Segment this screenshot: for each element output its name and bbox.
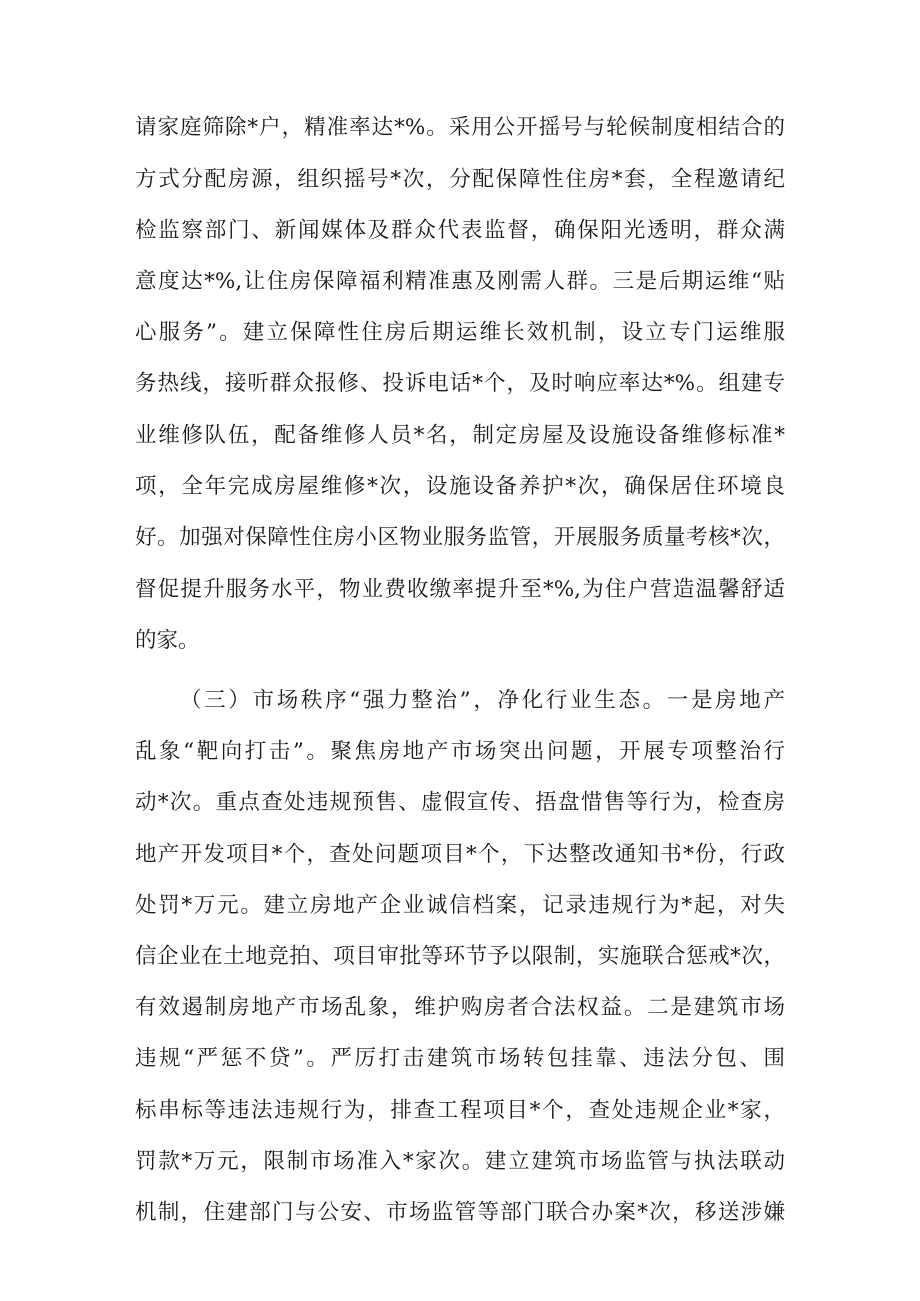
text-line: 乱象“靶向打击”。聚焦房地产市场突出问题，开展专项整治行 [135, 739, 785, 764]
text-line: 罚款*万元，限制市场准入*家次。建立建筑市场监管与执法联动 [135, 1149, 785, 1174]
text-line: 督促提升服务水平，物业费收缴率提升至*%,为住户营造温馨舒适 [135, 577, 785, 602]
text-line: 违规“严惩不贷”。严厉打击建筑市场转包挂靠、违法分包、围 [135, 1046, 785, 1071]
text-line: 地产开发项目*个，查处问题项目*个，下达整改通知书*份，行政 [135, 842, 785, 867]
text-line: 好。加强对保障性住房小区物业服务监管，开展服务质量考核*次， [135, 525, 785, 550]
text-line: 务热线，接听群众报修、投诉电话*个，及时响应率达*%。组建专 [135, 371, 785, 396]
text-line: 信企业在土地竞拍、项目审批等环节予以限制，实施联合惩戒*次， [135, 944, 785, 969]
text-line: 有效遏制房地产市场乱象，维护购房者合法权益。二是建筑市场 [135, 995, 785, 1020]
text-line: 请家庭筛除*户，精准率达*%。采用公开摇号与轮候制度相结合的 [135, 115, 785, 140]
text-line: 心服务”。建立保障性住房后期运维长效机制，设立专门运维服 [135, 320, 785, 345]
text-line: 项，全年完成房屋维修*次，设施设备养护*次，确保居住环境良 [135, 474, 785, 499]
text-line: 处罚*万元。建立房地产企业诚信档案，记录违规行为*起，对失 [135, 893, 785, 918]
text-line: 业维修队伍，配备维修人员*名，制定房屋及设施设备维修标准* [135, 423, 785, 448]
text-line: 动*次。重点查处违规预售、虚假宣传、捂盘惜售等行为，检查房 [135, 790, 785, 815]
text-line: 的家。 [135, 628, 200, 653]
text-line: 方式分配房源，组织摇号*次，分配保障性住房*套，全程邀请纪 [135, 167, 785, 192]
section-heading-line: （三）市场秩序“强力整治”，净化行业生态。一是房地产 [180, 688, 785, 713]
text-line: 检监察部门、新闻媒体及群众代表监督，确保阳光透明，群众满 [135, 218, 785, 243]
text-line: 标串标等违法违规行为，排查工程项目*个，查处违规企业*家， [135, 1098, 785, 1123]
text-line: 机制，住建部门与公安、市场监管等部门联合办案*次，移送涉嫌 [135, 1200, 785, 1225]
text-line: 意度达*%,让住房保障福利精准惠及刚需人群。三是后期运维“贴 [135, 269, 785, 294]
